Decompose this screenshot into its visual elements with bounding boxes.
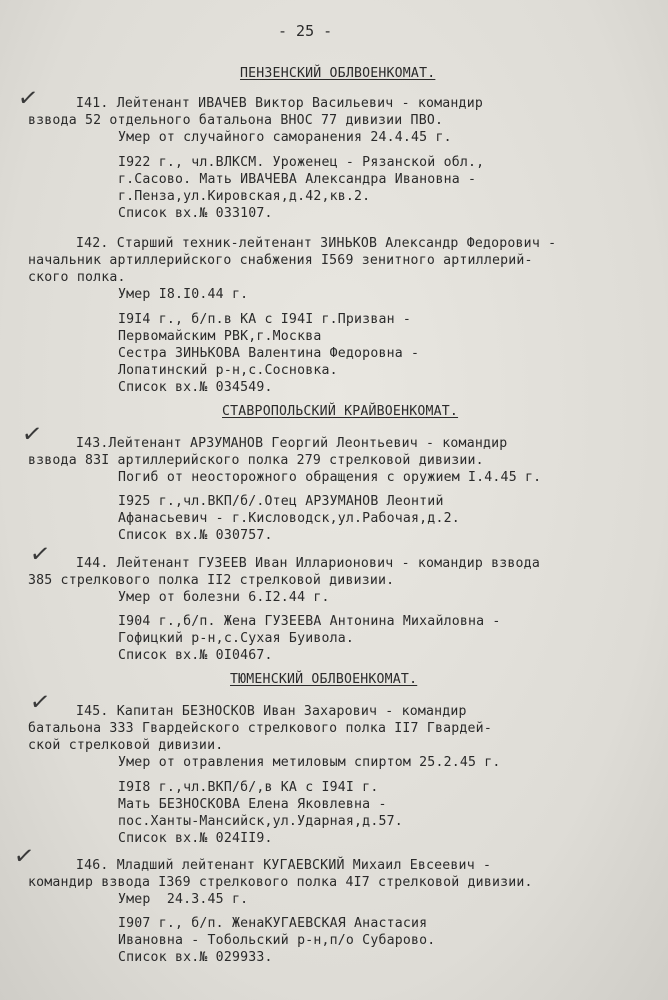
entry-142-detail-5: Список вх.№ 034549. [118,380,273,395]
entry-145-line-4: Умер от отравления метиловым спиртом 25.2.45 г. [118,755,501,770]
check-mark-icon: ✓ [16,82,40,114]
entry-145-detail-4: Список вх.№ 024II9. [118,831,273,846]
entry-145-detail-3: пос.Ханты-Мансийск,ул.Ударная,д.57. [118,814,403,829]
page-number: - 25 - [278,22,333,40]
check-mark-icon: ✓ [28,686,52,718]
entry-142-line-3: ского полка. [28,270,126,285]
check-mark-icon: ✓ [12,840,36,872]
entry-145-line-2: батальона 333 Гвардейского стрелкового полка II7 Гвардей- [28,721,492,736]
entry-142-detail-4: Лопатинский р-н,с.Сосновка. [118,363,338,378]
entry-144-line-2: 385 стрелкового полка II2 стрелковой дивизии. [28,573,395,588]
check-mark-icon: ✓ [28,538,52,570]
section-heading-penza: ПЕНЗЕНСКИЙ ОБЛВОЕНКОМАТ. [240,66,436,81]
entry-143-line-1: I43.Лейтенант АРЗУМАНОВ Георгий Леонтьевич - командир [76,436,508,451]
entry-141-line-3: Умер от случайного саморанения 24.4.45 г. [118,130,452,145]
entry-141-detail-2: г.Сасово. Мать ИВАЧЕВА Александра Ивановна - [118,172,477,187]
entry-145-line-3: ской стрелковой дивизии. [28,738,224,753]
entry-144-line-1: I44. Лейтенант ГУЗЕЕВ Иван Илларионович - командир взвода [76,556,540,571]
entry-146-line-1: I46. Младший лейтенант КУГАЕВСКИЙ Михаил Евсеевич - [76,858,492,873]
entry-146-detail-1: I907 г., б/п. ЖенаКУГАЕВСКАЯ Анастасия [118,916,428,931]
entry-143-detail-1: I925 г.,чл.ВКП/б/.Отец АРЗУМАНОВ Леонтий [118,494,444,509]
section-heading-stavropol: СТАВРОПОЛЬСКИЙ КРАЙВОЕНКОМАТ. [222,404,459,419]
entry-142-detail-1: I9I4 г., б/п.в КА с I94I г.Призван - [118,312,412,327]
entry-146-line-3: Умер 24.3.45 г. [118,892,249,907]
entry-142-line-1: I42. Старший техник-лейтенант ЗИНЬКОВ Александр Федорович - [76,236,557,251]
check-mark-icon: ✓ [20,418,44,450]
entry-141-detail-3: г.Пенза,ул.Кировская,д.42,кв.2. [118,189,371,204]
entry-141-line-1: I41. Лейтенант ИВАЧЕВ Виктор Васильевич - командир [76,96,483,111]
entry-144-line-3: Умер от болезни 6.I2.44 г. [118,590,330,605]
entry-142-line-4: Умер I8.I0.44 г. [118,287,249,302]
entry-141-line-2: взвода 52 отдельного батальона ВНОС 77 дивизии ПВО. [28,113,444,128]
entry-142-detail-2: Первомайским РВК,г.Москва [118,329,322,344]
entry-141-detail-4: Список вх.№ 033107. [118,206,273,221]
entry-146-detail-3: Список вх.№ 029933. [118,950,273,965]
entry-143-detail-2: Афанасьевич - г.Кисловодск,ул.Рабочая,д.2. [118,511,460,526]
entry-141-detail-1: I922 г., чл.ВЛКСМ. Уроженец - Рязанской обл., [118,155,485,170]
entry-143-line-2: взвода 83I артиллерийского полка 279 стрелковой дивизии. [28,453,484,468]
entry-144-detail-2: Гофицкий р-н,с.Сухая Буивола. [118,631,355,646]
entry-145-detail-2: Мать БЕЗНОСКОВА Елена Яковлевна - [118,797,387,812]
entry-143-line-3: Погиб от неосторожного обращения с оружием I.4.45 г. [118,470,542,485]
entry-146-line-2: командир взвода I369 стрелкового полка 4I7 стрелковой дивизии. [28,875,533,890]
entry-144-detail-3: Список вх.№ 0I0467. [118,648,273,663]
section-heading-tyumen: ТЮМЕНСКИЙ ОБЛВОЕНКОМАТ. [230,672,418,687]
entry-142-detail-3: Сестра ЗИНЬКОВА Валентина Федоровна - [118,346,420,361]
entry-144-detail-1: I904 г.,б/п. Жена ГУЗЕЕВА Антонина Михайловна - [118,614,501,629]
entry-143-detail-3: Список вх.№ 030757. [118,528,273,543]
entry-142-line-2: начальник артиллерийского снабжения I569 зенитного артиллерий- [28,253,533,268]
entry-145-detail-1: I9I8 г.,чл.ВКП/б/,в КА с I94I г. [118,780,379,795]
entry-145-line-1: I45. Капитан БЕЗНОСКОВ Иван Захарович - командир [76,704,467,719]
entry-146-detail-2: Ивановна - Тобольский р-н,п/о Субарово. [118,933,436,948]
